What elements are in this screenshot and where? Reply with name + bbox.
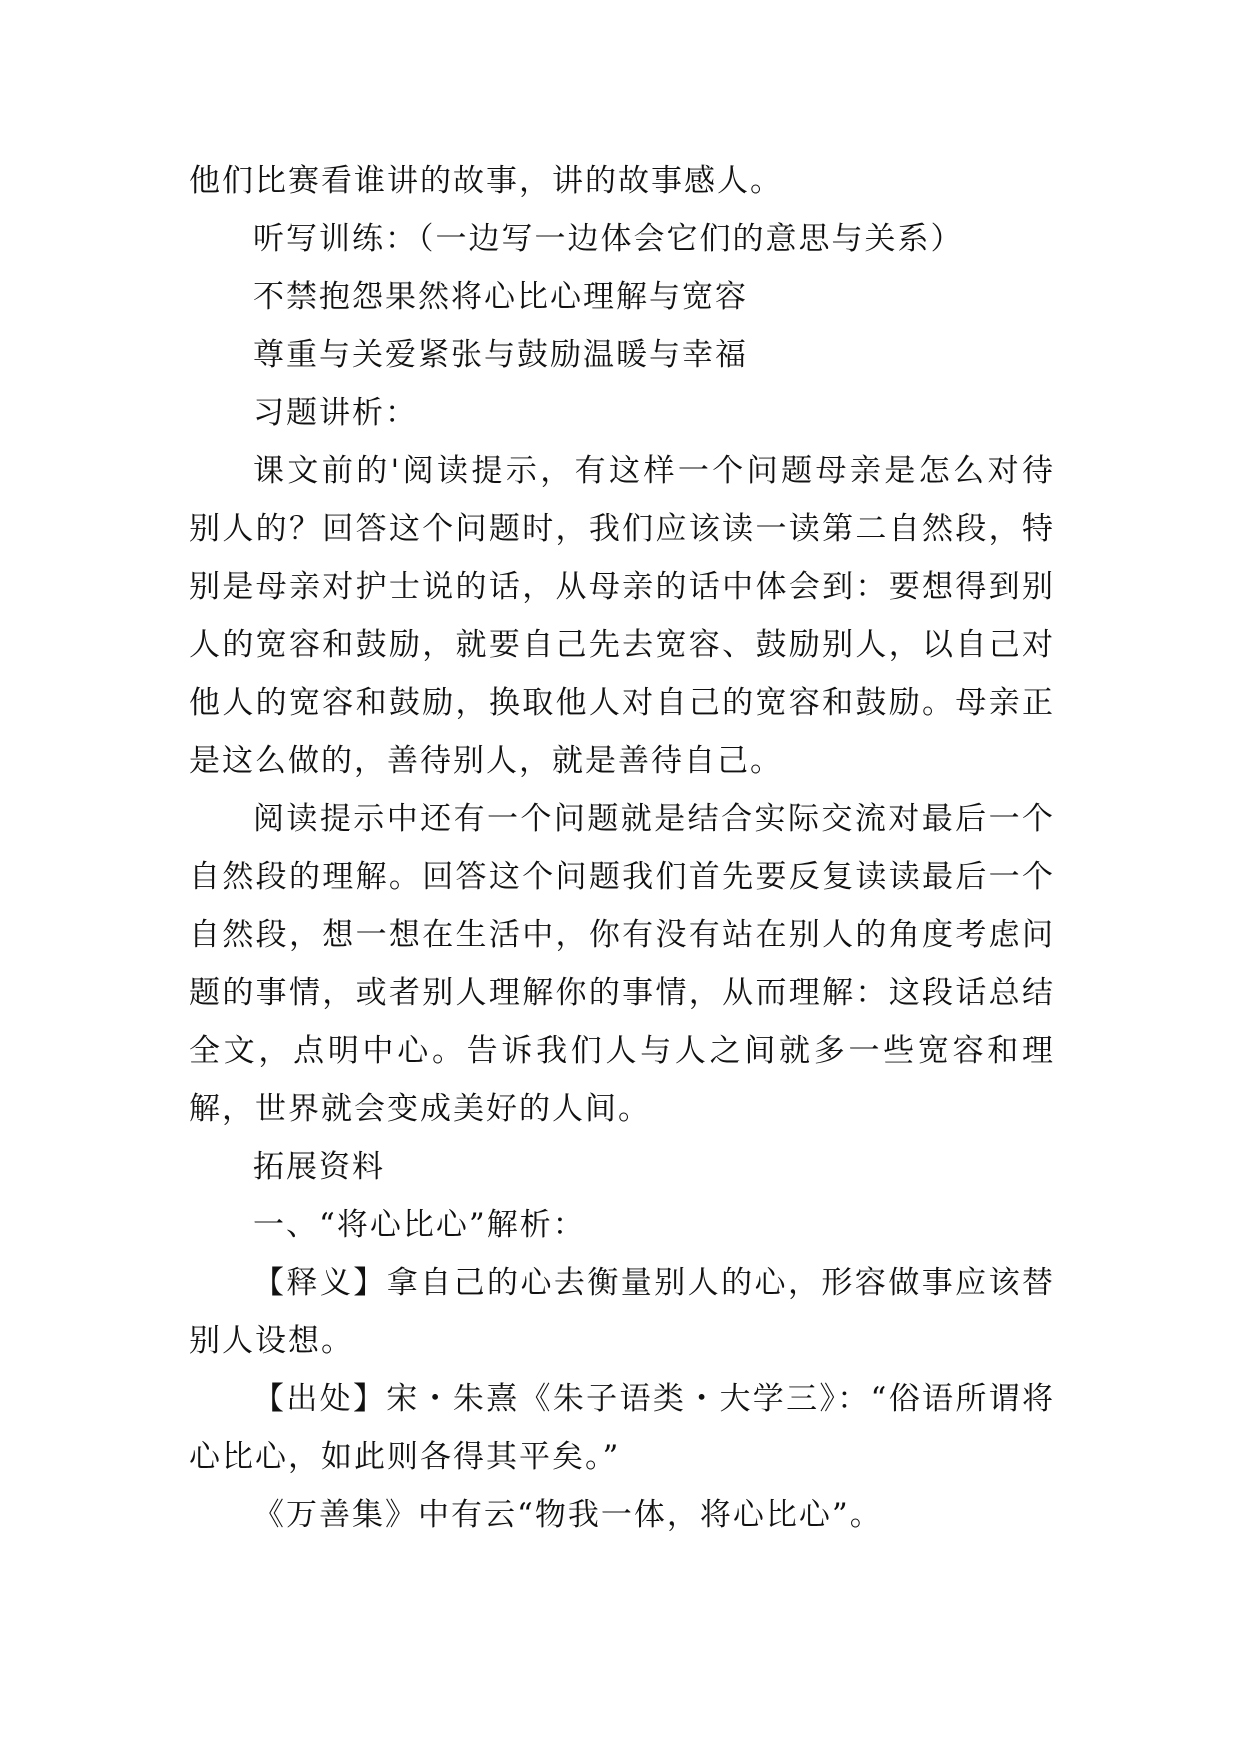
paragraph-exercise-heading: 习题讲析： (253, 395, 418, 431)
paragraph-story-contest: 他们比赛看谁讲的故事，讲的故事感人。 (189, 163, 783, 199)
document-body (189, 152, 1055, 1544)
paragraph-exercise-answer-1: 课文前的'阅读提示，有这样一个问题母亲是怎么对待别人的？回答这个问题时，我们应该读一读第二自然段，特别是母亲对护士说的话，从母亲的话中体会到：要想得到别人的宽容和鼓励，就要自己先去宽容、鼓励别人，以自己对他人的宽容和鼓励，换取他人对自己的宽容和鼓励。母亲正是这么做的，善待别人，就是善待自己。 (189, 453, 1055, 779)
paragraph-dictation-words-2: 尊重与关爱紧张与鼓励温暖与幸福 (253, 337, 748, 373)
paragraph-idiom-source: 【出处】宋・朱熹《朱子语类・大学三》：“俗语所谓将心比心，如此则各得其平矣。” (189, 1381, 1055, 1475)
paragraph-dictation-heading: 听写训练：（一边写一边体会它们的意思与关系） (253, 221, 964, 257)
paragraph-dictation-words-1: 不禁抱怨果然将心比心理解与宽容 (253, 279, 748, 315)
paragraph-idiom-meaning: 【释义】拿自己的心去衡量别人的心，形容做事应该替别人设想。 (189, 1265, 1055, 1359)
paragraph-idiom-heading: 一、“将心比心”解析： (253, 1207, 586, 1243)
paragraph-exercise-answer-2: 阅读提示中还有一个问题就是结合实际交流对最后一个自然段的理解。回答这个问题我们首先要反复读读最后一个自然段，想一想在生活中，你有没有站在别人的角度考虑问题的事情，或者别人理解你的事情，从而理解：这段话总结全文，点明中心。告诉我们人与人之间就多一些宽容和理解，世界就会变成美好的人间。 (189, 801, 1055, 1127)
paragraph-extension-heading: 拓展资料 (253, 1149, 385, 1185)
paragraph-idiom-quote: 《万善集》中有云“物我一体，将心比心”。 (253, 1497, 883, 1533)
